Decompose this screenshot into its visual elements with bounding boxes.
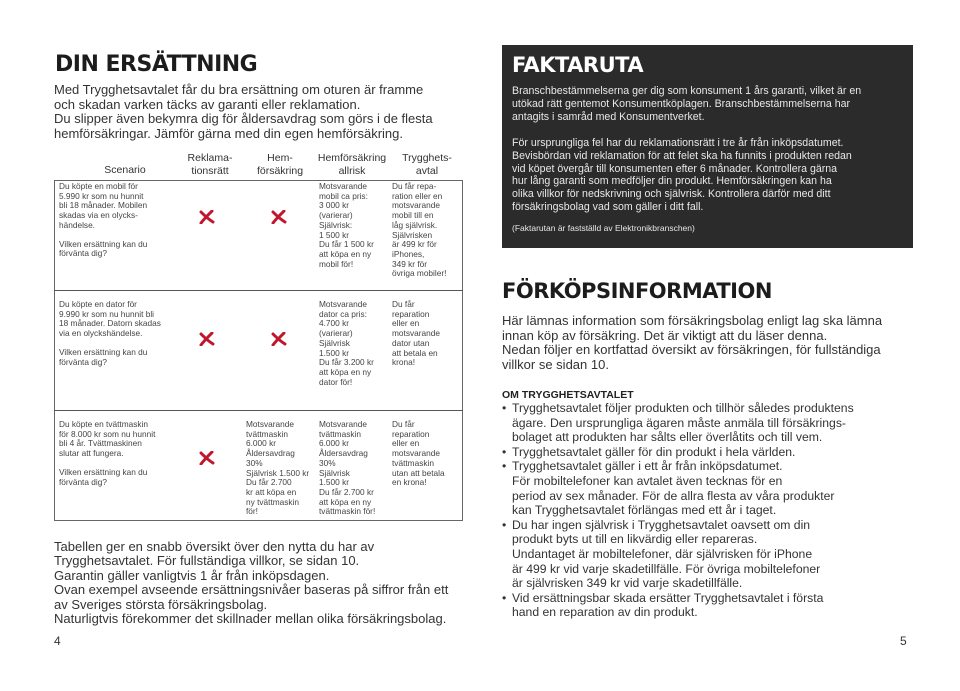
cell-line: en krona! — [392, 477, 427, 488]
cell-line: Du köpte en dator för — [59, 299, 137, 309]
cell-line: reparation — [392, 308, 430, 319]
cell-line: skadas via en olycks- — [59, 210, 138, 221]
cell-line: Du får — [392, 419, 415, 429]
cell-line: att betala en — [392, 347, 438, 358]
fact-box — [502, 45, 913, 248]
table-footnote — [54, 540, 474, 626]
intro-line: innan köp av försäkring. Det är viktigt att du läser denna. — [502, 327, 828, 343]
page-title-din-ersattning: DIN ERSÄTTNING — [55, 52, 258, 77]
bullet-item: • Trygghetsavtalet gäller i ett år från inköpsdatumet. — [502, 459, 922, 474]
cell-line: (varierar) — [319, 328, 353, 339]
cell-line: Du får repa- — [392, 181, 437, 191]
cell-line: slutar att fungera. — [59, 448, 124, 459]
cell-line: förvänta dig? — [59, 356, 107, 367]
row3-trygghetsavtal — [392, 420, 462, 488]
cell-line: 30% — [246, 457, 263, 468]
cell-line: Självrisk 1.500 kr — [246, 467, 310, 478]
cell-line: kr att köpa en — [246, 486, 297, 497]
cell-line: tvättmaskin — [319, 428, 361, 439]
cell-line: 3 000 kr — [319, 200, 349, 211]
cell-line: övriga mobiler! — [392, 268, 447, 279]
section-title-forkopsinformation: FÖRKÖPSINFORMATION — [502, 279, 772, 303]
fact-paragraph-2 — [512, 137, 907, 214]
cell-line: 1.500 kr — [319, 347, 349, 358]
cell-line: mobil ca pris: — [319, 190, 368, 201]
cell-line: Du får — [392, 299, 415, 309]
cell-line: händelse. — [59, 219, 95, 230]
cell-line: 18 månader. Datorn skadas — [59, 318, 161, 329]
header-allrisk — [311, 152, 393, 177]
bullet-list — [502, 401, 922, 620]
cell-line: Du köpte en tvättmaskin — [59, 419, 149, 429]
cell-line: dator utan — [392, 337, 430, 348]
header-line: tionsrätt — [191, 164, 229, 177]
cell-line: eller en — [392, 438, 420, 449]
cell-line: Motsvarande — [319, 181, 367, 191]
fact-paragraph-1 — [512, 85, 907, 123]
bullet-item-continuation: bolaget att produkten har sålts eller överlåtits och till vem. — [512, 430, 823, 445]
cell-line: dator för! — [319, 376, 353, 387]
intro-line: hemförsäkringar. Jämför gärna med din egen hemförsäkring. — [54, 125, 404, 141]
cell-line: att köpa en ny — [319, 248, 372, 259]
cell-line: bli 18 månader. Mobilen — [59, 200, 148, 211]
page-number-right: 5 — [900, 634, 907, 648]
cell-line: att köpa en ny — [319, 366, 372, 377]
cell-line: att köpa en ny — [319, 496, 372, 507]
intro-line: Nedan följer en kortfattad översikt av försäkringen, för fullständiga — [502, 342, 881, 358]
header-trygghetsavtal — [395, 152, 459, 177]
cell-line: för! — [246, 506, 258, 517]
cell-line: Du får 1 500 kr — [319, 239, 374, 250]
cell-line: motsvarande — [392, 200, 440, 211]
fact-line: antagits i samråd med Konsumentverket. — [512, 110, 705, 123]
row1-trygghetsavtal — [392, 182, 462, 279]
cell-line: via en olyckshändelse. — [59, 328, 143, 339]
cell-line: Du får 2.700 kr — [319, 486, 374, 497]
footnote-line: Tabellen ger en snabb översikt över den nytta du har av — [54, 539, 375, 554]
bullet-item-continuation: kan Trygghetsavtalet förlängas med ett år i taget. — [512, 503, 777, 518]
fact-line: utökad rätt gentemot Konsumentköplagen. Branschbestämmelserna har — [512, 97, 851, 110]
cell-line: Självrisk — [319, 337, 350, 348]
fact-line: försäkringsbolag vad som gäller i ditt fall. — [512, 200, 704, 213]
cell-line: Självrisken — [392, 229, 433, 240]
cell-line: ration eller en — [392, 190, 443, 201]
cell-line: Vilken ersättning kan du — [59, 466, 148, 477]
fact-note: (Faktarutan är fastställd av Elektronikbranschen) — [512, 223, 695, 233]
red-cross-icon — [199, 451, 215, 465]
cell-line: tvättmaskin för! — [319, 506, 376, 517]
row3-hemforsakring — [246, 420, 318, 517]
table-divider — [54, 290, 463, 291]
bullet-item-continuation: period av sex månader. För de allra flesta av våra produkter — [512, 488, 835, 503]
cell-line: mobil till en — [392, 210, 434, 221]
fact-line: Branschbestämmelserna ger dig som konsument 1 års garanti, vilket är en — [512, 85, 862, 97]
footnote-line: Ovan exempel avseende ersättningsnivåer baseras på siffror från ett — [54, 582, 449, 598]
bullet-item-continuation: För mobiltelefoner kan avtalet även tecknas för en — [512, 473, 783, 488]
bullet-item-continuation: hand en reparation av din produkt. — [512, 605, 698, 620]
cell-line: låg självrisk. — [392, 219, 438, 230]
header-line: allrisk — [338, 164, 366, 177]
bullet-item: • Trygghetsavtalet följer produkten och tillhör således produktens — [502, 401, 922, 416]
cell-line: Vilken ersättning kan du — [59, 238, 148, 249]
cell-line: Motsvarande — [246, 419, 294, 429]
cell-line: 6.000 kr — [246, 438, 276, 449]
red-cross-icon — [199, 210, 215, 224]
cell-line: Du får 2.700 — [246, 477, 292, 488]
sub-title-om-trygghetsavtalet: OM TRYGGHETSAVTALET — [502, 389, 634, 401]
cell-line: (varierar) — [319, 210, 353, 221]
header-reklamation — [180, 152, 240, 177]
page-number-left: 4 — [54, 634, 61, 648]
cell-line: mobil för! — [319, 258, 354, 269]
red-cross-icon — [271, 332, 287, 346]
fact-line: Bevisbördan vid reklamation för att felet ska ha funnits i produkten redan — [512, 149, 852, 162]
header-hemforsakring — [250, 152, 310, 177]
pre-intro-paragraph — [502, 314, 922, 372]
bullet-item-continuation: produkt byts ut till en likvärdig eller repareras. — [512, 532, 758, 547]
cell-line: Motsvarande — [319, 299, 367, 309]
cell-line: Du får 3.200 kr — [319, 357, 374, 368]
header-line: avtal — [415, 164, 439, 177]
cell-line: Motsvarande — [319, 419, 367, 429]
cell-line: eller en — [392, 318, 420, 329]
cell-line: 6.000 kr — [319, 438, 349, 449]
cell-line: tvättmaskin — [246, 428, 288, 439]
cell-line: Självrisk — [319, 467, 350, 478]
red-cross-icon — [199, 332, 215, 346]
bullet-item-continuation: är 499 kr vid varje skadetillfälle. För övriga mobiltelefoner — [512, 561, 821, 576]
footnote-line: Garantin gäller vanligtvis 1 år från inköpsdagen. — [54, 567, 330, 583]
intro-line: Med Trygghetsavtalet får du bra ersättning om oturen är framme — [54, 82, 424, 97]
header-line: Trygghets- — [402, 152, 452, 164]
bullet-item: • Du har ingen självrisk i Trygghetsavtalet oavsett om din — [502, 518, 922, 533]
intro-line: Här lämnas information som försäkringsbolag enligt lag ska lämna — [502, 313, 883, 328]
intro-line: villkor se sidan 10. — [502, 356, 609, 372]
cell-line: reparation — [392, 428, 430, 439]
cell-line: ny tvättmaskin — [246, 496, 300, 507]
header-line: Reklama- — [187, 152, 233, 164]
bullet-item-continuation: Undantaget är mobiltelefoner, där självrisken för iPhone — [512, 546, 813, 561]
cell-line: utan att betala — [392, 467, 445, 478]
fact-line: hur lång garanti som medföljer din produkt. Hemförsäkringen kan ha — [512, 175, 832, 188]
table-divider — [54, 410, 463, 411]
row1-allrisk — [319, 182, 391, 269]
bullet-item-continuation: är självrisken 349 kr vid varje skadetillfälle. — [512, 576, 743, 591]
header-line: Hem- — [267, 152, 293, 164]
cell-line: är 499 kr för — [392, 239, 437, 250]
cell-line: bli 4 år. Tvättmaskinen — [59, 438, 142, 449]
row3-allrisk — [319, 420, 391, 517]
cell-line: 9.990 kr som nu hunnit bli — [59, 308, 155, 319]
fact-line: olika villkor för nedskrivning och självrisk. Kontrollera därför med ditt — [512, 188, 831, 201]
cell-line: tvättmaskin — [392, 457, 434, 468]
bullet-item: • Trygghetsavtalet gäller för din produkt i hela världen. — [502, 445, 922, 460]
bullet-item-continuation: ägare. Den ursprungliga ägaren måste anmäla till försäkrings- — [512, 415, 846, 430]
footnote-line: Trygghetsavtalet. För fullständiga villkor, se sidan 10. — [54, 553, 360, 569]
cell-line: Vilken ersättning kan du — [59, 346, 148, 357]
row2-allrisk — [319, 300, 391, 387]
intro-line: och skadan varken täcks av garanti eller reklamation. — [54, 96, 361, 112]
footnote-line: av Sveriges största försäkringsbolag. — [54, 596, 268, 612]
cell-line: 1.500 kr — [319, 477, 349, 488]
cell-line: iPhones, — [392, 248, 425, 259]
red-cross-icon — [271, 210, 287, 224]
row1-scenario — [59, 182, 174, 259]
cell-line: 30% — [319, 457, 336, 468]
intro-paragraph — [54, 83, 474, 141]
cell-line: förvänta dig? — [59, 476, 107, 487]
cell-line: Självrisk: — [319, 219, 353, 230]
cell-line: motsvarande — [392, 328, 440, 339]
cell-line: för 8.000 kr som nu hunnit — [59, 428, 156, 439]
cell-line: motsvarande — [392, 448, 440, 459]
row3-scenario — [59, 420, 179, 487]
cell-line: Du köpte en mobil för — [59, 181, 138, 191]
cell-line: dator ca pris: — [319, 308, 367, 319]
cell-line: 4.700 kr — [319, 318, 349, 329]
cell-line: 1 500 kr — [319, 229, 349, 240]
row2-trygghetsavtal — [392, 300, 462, 368]
cell-line: 5.990 kr som nu hunnit — [59, 190, 144, 201]
intro-line: Du slipper även bekymra dig för åldersavdrag som görs i de flesta — [54, 111, 433, 127]
row2-scenario — [59, 300, 179, 367]
fact-box-title: FAKTARUTA — [512, 53, 644, 77]
header-line: Hemförsäkring — [317, 152, 387, 164]
fact-line: vid köpet övergår till konsumenten efter 6 månader. Kontrollera gärna — [512, 162, 838, 175]
fact-line: För ursprungliga fel har du reklamationsrätt i tre år från inköpsdatumet. — [512, 137, 844, 149]
cell-line: förvänta dig? — [59, 248, 107, 259]
cell-line: Åldersavdrag — [246, 448, 295, 459]
bullet-item: • Vid ersättningsbar skada ersätter Trygghetsavtalet i första — [502, 591, 922, 606]
cell-line: krona! — [392, 357, 416, 368]
cell-line: Åldersavdrag — [319, 448, 368, 459]
header-scenario: Scenario — [104, 164, 146, 176]
cell-line: 349 kr för — [392, 258, 428, 269]
header-line: försäkring — [256, 164, 304, 177]
footnote-line: Naturligtvis förekommer det skillnader mellan olika försäkringsbolag. — [54, 611, 447, 627]
